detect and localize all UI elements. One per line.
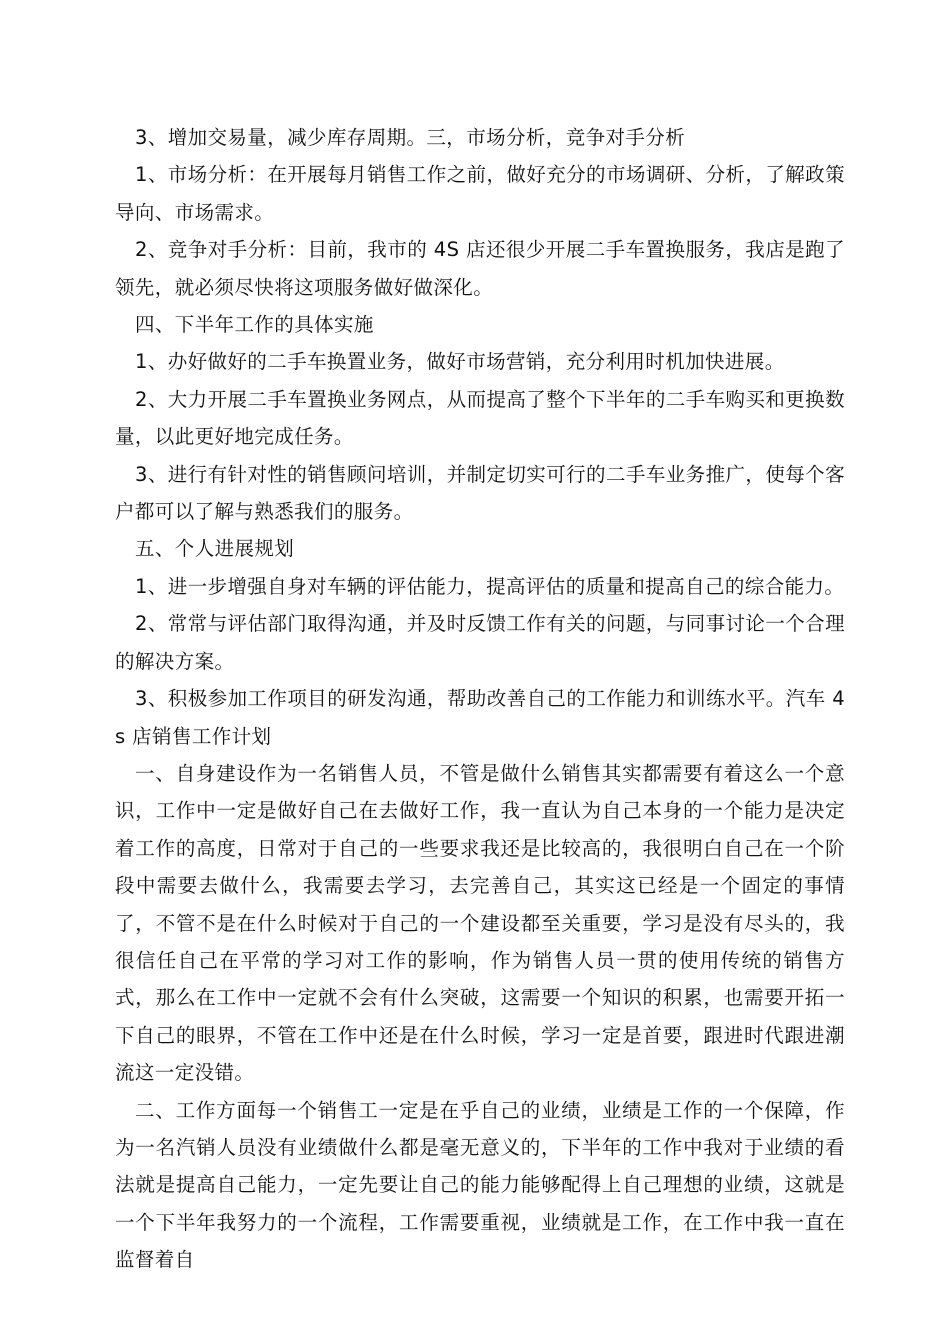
paragraph: 2、大力开展二手车置换业务网点，从而提高了整个下半年的二手车购买和更换数量，以此更好地完成任务。 bbox=[115, 387, 845, 449]
section-heading: 四、下半年工作的具体实施 bbox=[135, 313, 374, 337]
paragraph: 1、进一步增强自身对车辆的评估能力，提高评估的质量和提高自己的综合能力。 bbox=[135, 574, 845, 598]
document-body bbox=[115, 119, 845, 1279]
paragraph: 一、自身建设作为一名销售人员，不管是做什么销售其实都需要有着这么一个意识，工作中一定是做好自己在去做好工作，我一直认为自己本身的一个能力是决定着工作的高度，日常对于自己的一些要求我还是比较高的，我很明白自己在一个阶段中需要去做什么，我需要去学习，去完善自己，其实这已经是一个固定的事情了，不管不是在什么时候对于自己的一个建设都至关重要，学习是没有尽头的，我很信任自己在平常的学习对工作的影响，作为销售人员一贯的使用传统的销售方式，那么在工作中一定就不会有什么突破，这需要一个知识的积累，也需要开拓一下自己的眼界，不管在工作中还是在什么时候，学习一定是首要，跟进时代跟进潮流这一定没错。 bbox=[115, 761, 845, 1085]
paragraph: 3、进行有针对性的销售顾问培训，并制定切实可行的二手车业务推广，使每个客户都可以了解与熟悉我们的服务。 bbox=[115, 462, 845, 524]
paragraph: 2、常常与评估部门取得沟通，并及时反馈工作有关的问题，与同事讨论一个合理的解决方案。 bbox=[115, 612, 845, 673]
paragraph: 2、竞争对手分析：目前，我市的 4S 店还很少开展二手车置换服务，我店是跑了领先，就必须尽快将这项服务做好做深化。 bbox=[115, 238, 845, 299]
paragraph: 二、工作方面每一个销售工一定是在乎自己的业绩，业绩是工作的一个保障，作为一名汽销人员没有业绩做什么都是毫无意义的，下半年的工作中我对于业绩的看法就是提高自己能力，一定先要让自己的能力能够配得上自己理想的业绩，这就是一个下半年我努力的一个流程，工作需要重视，业绩就是工作，在工作中我一直在监督着自 bbox=[115, 1098, 845, 1272]
paragraph: 1、市场分析：在开展每月销售工作之前，做好充分的市场调研、分析，了解政策导向、市场需求。 bbox=[115, 163, 845, 224]
paragraph: 3、积极参加工作项目的研发沟通，帮助改善自己的工作能力和训练水平。汽车 4s 店销售工作计划 bbox=[115, 687, 845, 748]
section-heading: 五、个人进展规划 bbox=[135, 537, 295, 561]
paragraph: 1、办好做好的二手车换置业务，做好市场营销，充分利用时机加快进展。 bbox=[135, 350, 785, 374]
paragraph: 3、增加交易量，减少库存周期。三，市场分析，竞争对手分析 bbox=[135, 126, 686, 149]
